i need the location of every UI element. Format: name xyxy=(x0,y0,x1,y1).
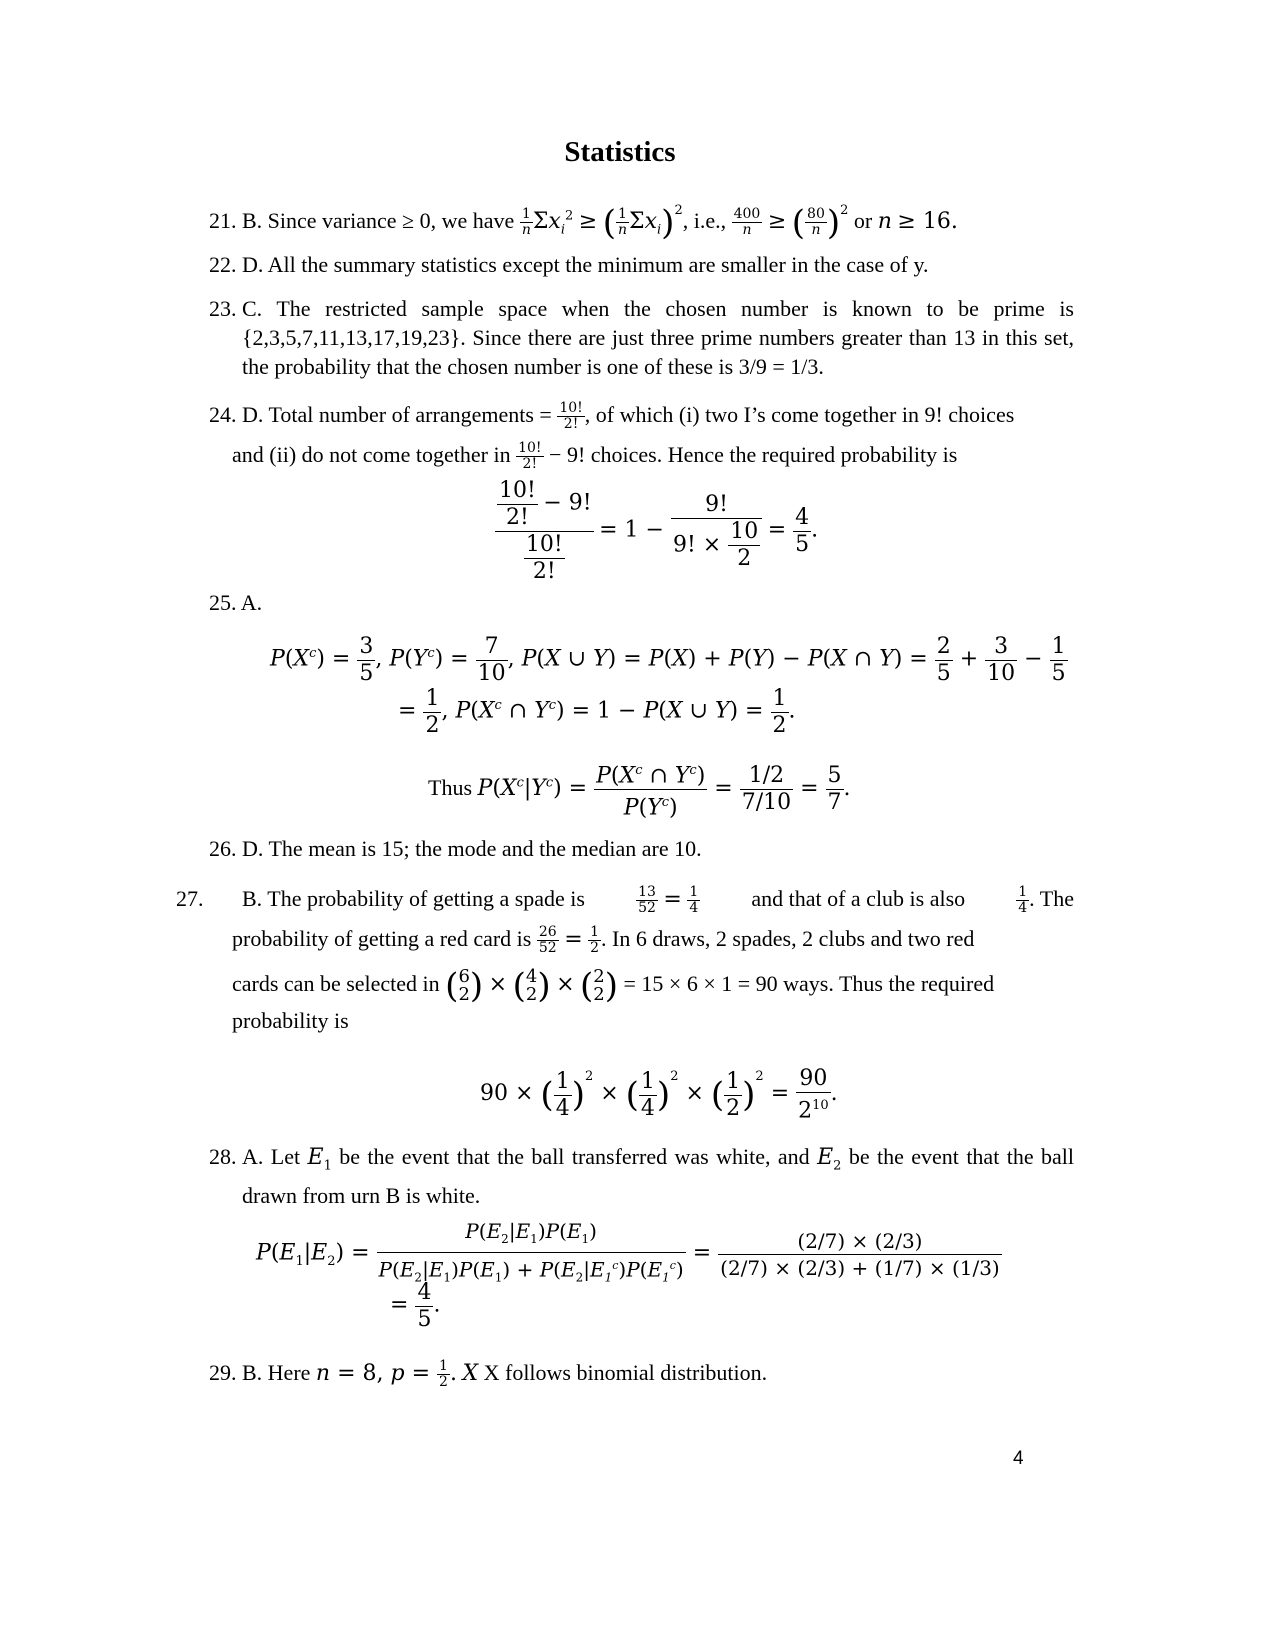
answer-28: 28. A. Let $E_1$ be the event that the ball transferred was white, and $E_2$ be the event that the ball drawn from urn B is white. xyxy=(209,1144,1074,1209)
answer-27-line1a: B. The probability of getting a spade is xyxy=(242,886,585,911)
answer-21-or: or xyxy=(853,208,878,233)
thus-label: Thus xyxy=(428,774,472,800)
answer-28-number: 28. xyxy=(209,1144,237,1169)
equation-27: 90 × ( $\frac{1}{4}$ )$^2$ × ( $\frac{1}{4}$ )$^2$ × ( $\frac{1}{2}$ )$^2$ = $\frac{90}{2^{10}}$ . xyxy=(480,1066,838,1124)
answer-27-line2a: probability of getting a red card is xyxy=(232,926,532,951)
answer-29: 29. B. Here n = 8, p = $\frac{1}{2}$ . X X follows binomial distribution. xyxy=(209,1358,768,1391)
answer-26 xyxy=(209,834,1074,864)
answer-27-line2b: . In 6 draws, 2 spades, 2 clubs and two red xyxy=(601,926,975,951)
answer-24: 24. D. Total number of arrangements = $\frac{10!}{2!}$ , of which (i) two I’s come together in 9! choices and (ii) do not come together in $\frac{10!}{2!}$ − 9! choices. Hence the required probability is xyxy=(209,400,1015,473)
answer-29-a: 29. B. Here xyxy=(209,1360,311,1385)
answer-21: 21. B. Since variance ≥ 0, we have $\frac{1}{n}$ $\Sigma x_i^2$ ≥ ( $\frac{1}{n}$ $\Sigma x_i)^2$, i.e., $\frac{400}{n}$ ≥ ( $\frac{80}{n}$ )$^2$ or n ≥ 16. xyxy=(209,202,958,243)
answer-21-ie: , i.e., xyxy=(682,208,732,233)
answer-26-text: 26. D. The mean is 15; the mode and the median are 10. xyxy=(209,836,702,861)
answer-28-a: A. Let xyxy=(242,1144,301,1169)
answer-24-line2b: − 9! choices. Hence the required probability is xyxy=(549,442,958,467)
math: $\frac{400}{n}$ xyxy=(733,206,761,239)
answer-27-number: 27. xyxy=(176,886,204,911)
answer-27-line3a: cards can be selected in xyxy=(232,971,440,997)
answer-28-c: be the event that the xyxy=(848,1144,1034,1169)
equation-24: $\frac{10!}{2!}$ − 9! $\frac{10!}{2!}$ = 1 − 9! 9! × $\frac{10}{2}$ = $\frac{4}{5}$ . xyxy=(495,478,818,585)
equation-25-line2: = $\frac{1}{2}$ , $P(X^c$ ∩ $Y^c) = 1 - P(X$ ∪ Y) = $\frac{1}{2}$ . xyxy=(398,686,796,738)
answer-27-line3b: = 15 × 6 × 1 = 90 ways. Thus the required xyxy=(623,971,995,997)
answer-28-d: ball drawn from urn B is white. xyxy=(242,1144,1074,1209)
answer-25-label: 25. A. xyxy=(209,590,263,615)
answer-23-number: 23. xyxy=(209,296,237,321)
answer-22 xyxy=(209,250,1074,280)
answer-21-lead: 21. B. Since variance ≥ 0, we have xyxy=(209,208,520,233)
equation-28: $P(E_1|E_2)$ = $\frac{P(E_2|E_1)P(E_1)}{P(E_2|E_1)P(E_1) + P(E_2|E_1^c)P(E_1^c)}$ = $\frac{(2/7) \times (2/3)}{(2/7) \times (2/3) + (1/7) \times (1/3)}$ xyxy=(256,1219,1000,1285)
answer-24-number: 24. xyxy=(209,402,237,427)
answer-28-b: be the event that the ball transferred was white, and xyxy=(339,1144,810,1169)
math: $\frac{1}{n}$ xyxy=(521,206,531,239)
answer-24-line1b: , of which (i) two I’s come together in 9! choices xyxy=(584,402,1015,427)
answer-29-b: X follows binomial distribution. xyxy=(483,1360,768,1385)
page-number: 4 xyxy=(1013,1448,1024,1469)
equation-25-line3: Thus $P(X^c|Y^c)$ = $\frac{P(X^c \cap Y^c)}{P(Y^c)}$ = $\frac{1/2}{7/10}$ = $\frac{5}{7}$ . xyxy=(428,758,851,822)
answer-27-line1b: and that of a club is also xyxy=(751,886,966,911)
answer-27-line1c: . The xyxy=(1029,886,1074,911)
answer-23 xyxy=(209,294,1074,381)
answer-22-text: 22. D. All the summary statistics except the minimum are smaller in the case of y. xyxy=(209,252,929,277)
answer-23-text: C. The restricted sample space when the chosen number is known to be prime is {2,3,5,7,11,13,17,19,23}. Since there are just three prime numbers greater than 13 in this set, the probability that the chosen number is one of these is 3/9 = 1/3. xyxy=(242,296,1074,379)
answer-27-line4: probability is xyxy=(232,1008,349,1033)
section-title: Statistics xyxy=(564,136,676,168)
answer-25 xyxy=(209,588,1074,618)
answer-27: 27. B. The probability of getting a spade is $\frac{13}{52}$ = $\frac{1}{4}$ and that of a club is also $\frac{1}{4}$ . The probability of getting a red card is $\frac{26}{52}$ = $\frac{1}{2}$ . In 6 draws, 2 spades, 2 clubs and two red cards can be selected in ( 6 2 ) × ( 4 2 ) × ( 2 2 ) = 15 × 6 × 1 = 90 ways. Thus the required probability is xyxy=(176,884,1074,1033)
equation-25-line1: $P(X^c)$ = $\frac{3}{5}$ , $P(Y^c)$ = $\frac{7}{10}$ , P(X ∪ Y) = P(X) + P(Y) − P(X ∩ Y) = $\frac{2}{5}$ + $\frac{3}{10}$ − $\frac{1}{5}$ xyxy=(270,634,1066,686)
answer-24-line2: and (ii) do not come together in xyxy=(232,442,511,467)
equation-28-result: = $\frac{4}{5}$ . xyxy=(390,1280,441,1332)
answer-24-line1: D. Total number of arrangements = xyxy=(242,402,552,427)
